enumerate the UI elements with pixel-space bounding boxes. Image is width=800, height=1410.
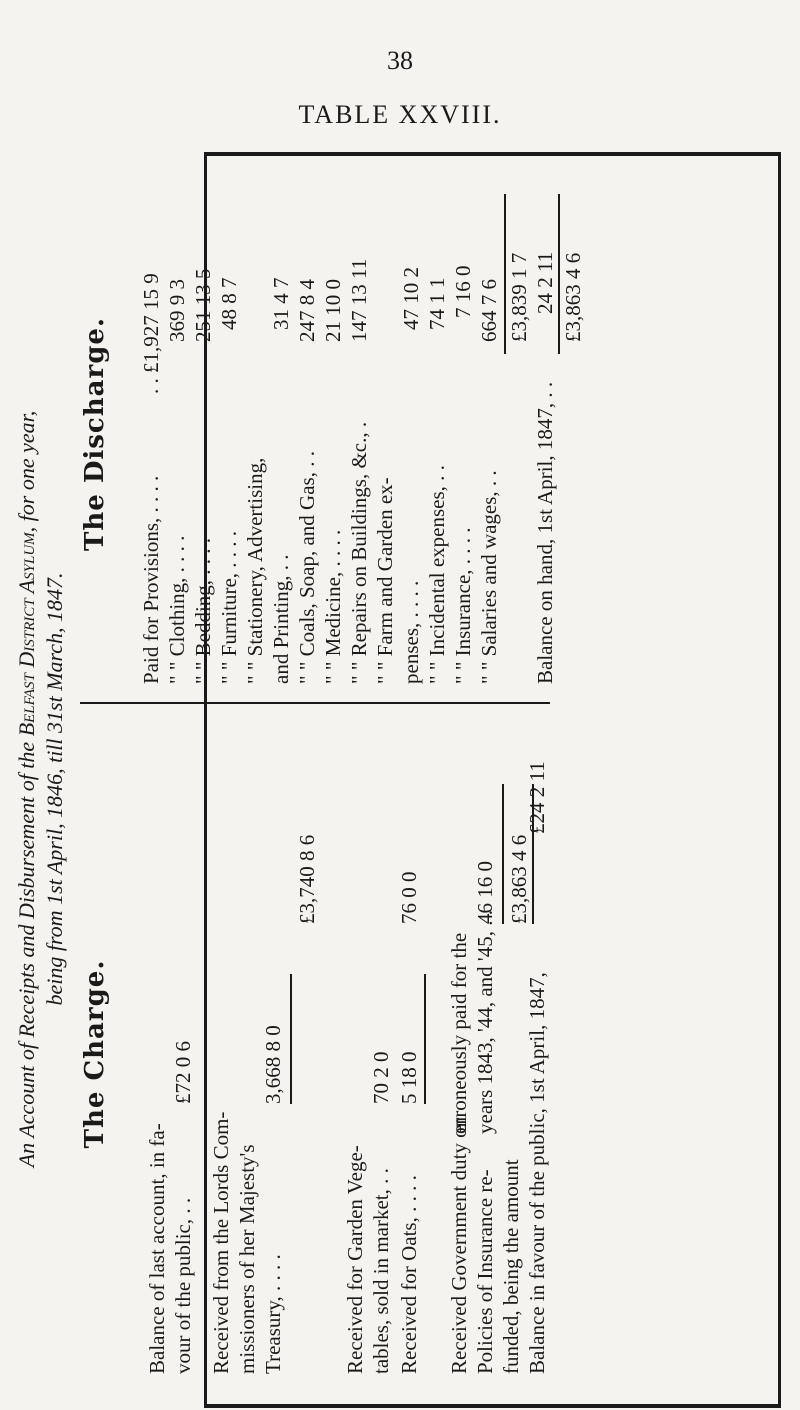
charge-item-4-line-1: Received for Oats, . . . . xyxy=(397,1175,421,1374)
charge-item-5-line-1: Received Government duty on xyxy=(447,1116,471,1374)
discharge-row-6-label: and Printing, . . xyxy=(269,554,293,684)
discharge-row-1-amount: . . £1,927 15 9 xyxy=(139,273,163,394)
charge-balance-amount: £24 2 11 xyxy=(525,761,549,834)
discharge-balance-label: Balance on hand, 1st April, 1847, . . xyxy=(533,381,557,684)
caption-asylum-name: Belfast District Asylum xyxy=(14,532,39,737)
discharge-row-11-label: penses, . . . . xyxy=(399,580,423,684)
rotated-table xyxy=(0,174,585,1404)
discharge-row-3-amount: 251 13 5 xyxy=(191,268,215,342)
discharge-row-4-label: " " Furniture, . . . . xyxy=(217,530,241,684)
discharge-section xyxy=(80,174,585,694)
table-title: TABLE XXVIII. xyxy=(298,100,502,129)
discharge-row-14-amount: 664 7 6 xyxy=(477,279,501,342)
charge-item-1-line-2: vour of the public, . . xyxy=(171,1197,195,1374)
charge-item-5-line-3: funded, being the amount xyxy=(499,1159,523,1374)
caption-suffix: , for one year, xyxy=(14,410,39,533)
caption-prefix: An Account of Receipts and Disbursement of the xyxy=(14,736,39,1168)
discharge-row-9-amount: 147 13 11 xyxy=(347,258,371,342)
charge-item-3-line-2: tables, sold in market, . . xyxy=(369,1168,393,1374)
charge-item-1-line-1: Balance of last account, in fa- xyxy=(145,1123,169,1374)
discharge-row-6-amount: 31 4 7 xyxy=(269,277,293,330)
discharge-row-11-amount: 47 10 2 xyxy=(399,267,423,330)
discharge-row-13-label: " " Insurance, . . . . xyxy=(451,527,475,684)
discharge-row-8-label: " " Medicine, . . . . xyxy=(321,529,345,684)
charge-subtotal-2: 76 0 0 xyxy=(397,871,421,924)
charge-item-4-amount: 5 18 0 xyxy=(397,1051,421,1104)
charge-item-2-line-2: missioners of her Majesty's xyxy=(235,1144,259,1374)
discharge-row-9-label: " " Repairs on Buildings, &c., . xyxy=(347,421,371,684)
charge-total-rule xyxy=(502,784,504,924)
charge-item-5-line-2: Policies of Insurance re- xyxy=(473,1169,497,1374)
charge-item-5-amount: 46 16 0 xyxy=(473,861,497,924)
charge-total: £3,863 4 6 xyxy=(507,834,531,924)
discharge-row-10-label: " " Farm and Garden ex- xyxy=(373,477,397,684)
discharge-subtotal: £3,839 1 7 xyxy=(507,252,531,342)
discharge-heading: The Discharge. xyxy=(80,317,110,551)
caption-line-2: being from 1st April, 1846, till 31st March, 1847. xyxy=(42,572,67,1006)
charge-item-2-line-3: Treasury, . . . . xyxy=(261,1254,285,1374)
discharge-row-14-label: " " Salaries and wages, . . xyxy=(477,470,501,684)
discharge-row-8-amount: 21 10 0 xyxy=(321,279,345,342)
charge-subtotal-1: £3,740 8 6 xyxy=(295,834,319,924)
charge-subtotal-rule-2 xyxy=(424,974,426,1104)
discharge-row-13-amount: 7 16 0 xyxy=(451,265,475,318)
discharge-balance-amount: 24 2 11 xyxy=(533,251,557,314)
charge-item-3-amount: 70 2 0 xyxy=(369,1051,393,1104)
caption-line-1 xyxy=(14,174,40,1404)
discharge-row-1-label: Paid for Provisions, . . . . xyxy=(139,475,163,684)
discharge-row-7-label: " " Coals, Soap, and Gas, . . xyxy=(295,451,319,684)
discharge-row-7-amount: 247 8 4 xyxy=(295,279,319,342)
charge-item-2-amount: 3,668 8 0 xyxy=(261,1025,285,1104)
charge-subtotal-rule-1 xyxy=(290,974,292,1104)
discharge-row-12-amount: 74 1 1 xyxy=(425,277,449,330)
charge-item-2-line-1: Received from the Lords Com- xyxy=(209,1111,233,1374)
discharge-row-5-label: " " Stationery, Advertising, xyxy=(243,457,267,684)
charge-item-5-line-4: erroneously paid for the xyxy=(447,932,471,1134)
discharge-total: £3,863 4 6 xyxy=(561,252,585,342)
discharge-row-3-label: " " Bedding, . . . . xyxy=(191,537,215,684)
discharge-row-12-label: " " Incidental expenses, . . xyxy=(425,465,449,684)
charge-item-3-line-1: Received for Garden Vege- xyxy=(343,1145,367,1374)
discharge-row-4-amount: 48 8 7 xyxy=(217,277,241,330)
charge-item-1-amount: £72 0 6 xyxy=(171,1041,195,1104)
charge-heading: The Charge. xyxy=(80,959,110,1149)
charge-section xyxy=(80,714,550,1394)
page-number: 38 xyxy=(387,46,413,75)
section-divider xyxy=(80,702,550,704)
charge-balance-label: Balance in favour of the public, 1st April, 1847, xyxy=(525,972,549,1374)
discharge-row-2-label: " " Clothing, . . . . xyxy=(165,535,189,684)
discharge-row-2-amount: 369 9 3 xyxy=(165,279,189,342)
charge-item-5-line-5: years 1843, '44, and '45, . . xyxy=(473,910,497,1134)
